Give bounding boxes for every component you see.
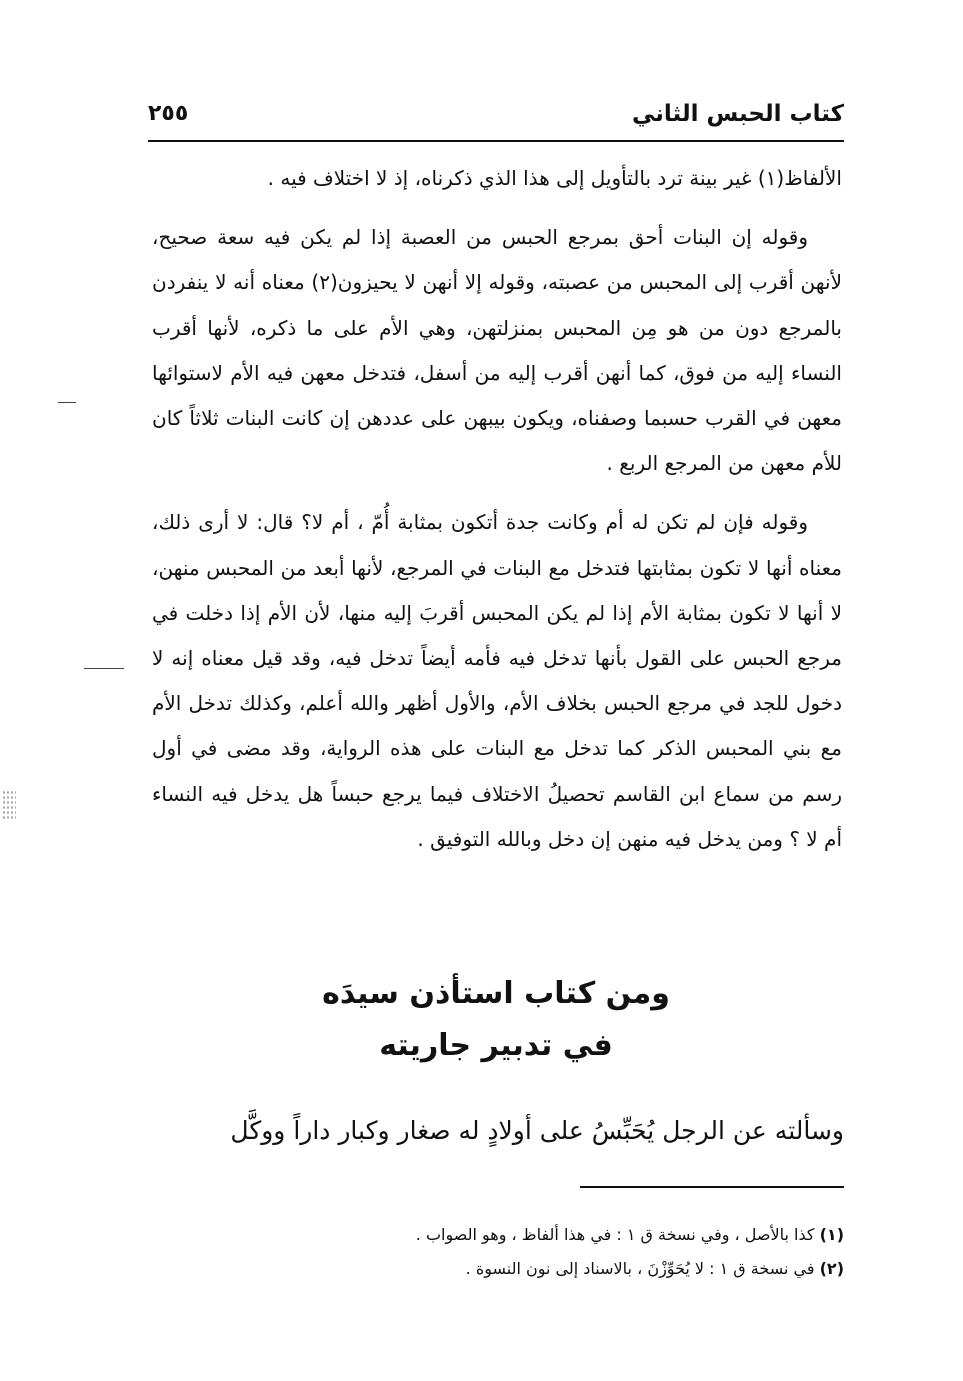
running-title: كتاب الحبس الثاني: [632, 101, 844, 127]
footnote-text: في نسخة ق ١ : لا يُحَوِّزْنَ ، بالاسناد إلى نون النسوة .: [465, 1259, 815, 1278]
section-title: [148, 968, 844, 1072]
footnote-rule: [580, 1186, 844, 1188]
paragraph: الألفاظ(١) غير بينة ترد بالتأويل إلى هذا الذي ذكرناه، إذ لا اختلاف فيه .: [267, 166, 842, 190]
paragraph: وقوله إن البنات أحق بمرجع الحبس من العصبة إذا لم يكن فيه سعة صحيح، لأنهن أقرب إلى المحبس من عصبته، وقوله إلا أنهن لا يحيزون(٢) معناه أنه لا ينفردن بالمرجع دون من هو مِن المحبس بمنزلتهن، وهي الأم على ما ذكره، لأنها أقرب النساء إليه من فوق، كما أنهن أقرب إليه من أسفل، فتدخل معهن فيه الأم لاستوائها معهن في القرب حسبما وصفناه، ويكون بيبهن على عددهن إن كانت البنات ثلاثاً كان للأم معهن من المرجع الربع .: [152, 225, 842, 476]
footnote-number: (٢): [819, 1259, 844, 1278]
scan-artifact: [58, 402, 76, 403]
page-header: [148, 96, 844, 136]
footnote: [250, 1218, 844, 1252]
footnotes: [250, 1218, 844, 1286]
scan-artifact: [84, 668, 124, 669]
section-opening-line: وسألته عن الرجل يُحَبِّسُ على أولادٍ له صغار وكبار داراً ووكَّل: [230, 1116, 844, 1145]
scan-artifact: [2, 790, 16, 820]
paragraph: وقوله فإن لم تكن له أم وكانت جدة أتكون بمثابة أُمّ ، أم لا؟ قال: لا أرى ذلك، معناه أنها لا تكون بمثابتها فتدخل مع البنات في المرجع، لأنها أبعد من المحبس منهن، لا أنها لا تكون بمثابة الأم إذا لم يكن المحبس أقربَ إليه منها، لأن الأم إذا دخلت في مرجع الحبس على القول بأنها تدخل فيه فأمه أيضاً تدخل فيه، وقد قيل معناه إنه لا دخول للجد في مرجع الحبس بخلاف الأم، والأول أظهر والله أعلم، وكذلك تدخل الأم مع بني المحبس الذكر كما تدخل مع البنات على هذه الرواية، وقد مضى في أول رسم من سماع ابن القاسم تحصيلُ الاختلاف فيما يرجع حبساً هل يدخل فيه النساء أم لا ؟ ومن يدخل فيه منهن إن دخل وبالله التوفيق .: [152, 510, 842, 851]
main-text: [152, 156, 842, 876]
section-title-line: ومن كتاب استأذن سيدَه: [322, 976, 670, 1011]
footnote: [250, 1252, 844, 1286]
section-title-line: في تدبير جاريته: [379, 1028, 613, 1063]
footnote-number: (١): [819, 1225, 844, 1244]
footnote-text: كذا بالأصل ، وفي نسخة ق ١ : في هذا ألفاظ ، وهو الصواب .: [415, 1225, 815, 1244]
header-rule: [148, 140, 844, 142]
page-number: ٢٥٥: [148, 101, 189, 126]
